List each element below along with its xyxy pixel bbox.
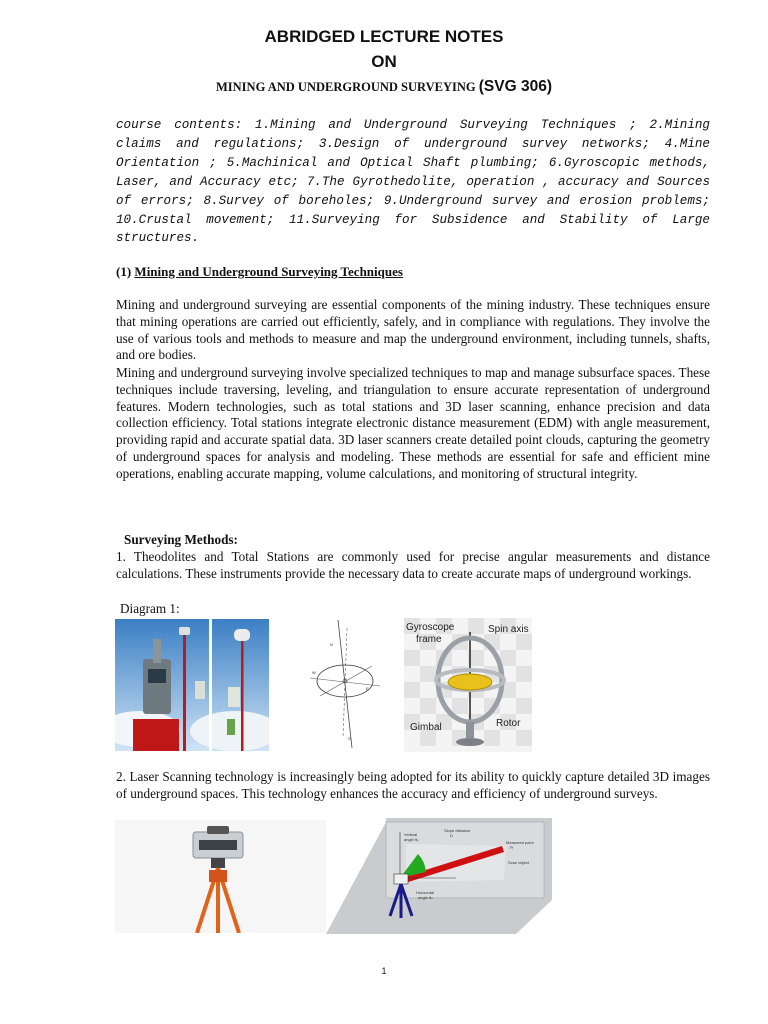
- gyro-label-frame-2: frame: [416, 634, 442, 645]
- section-heading: [116, 264, 403, 280]
- laser-label-slope-2: D: [450, 833, 453, 838]
- gyro-label-spin-axis: Spin axis: [488, 624, 529, 635]
- course-heading: [0, 78, 768, 96]
- method-item-2: 2. Laser Scanning technology is increasingly being adopted for its ability to quickly capture detailed 3D images of underground spaces. This technology enhances the accuracy and efficiency of underground surveys.: [116, 769, 710, 801]
- svg-text:S: S: [348, 736, 351, 741]
- laser-label-vertical: Vertical: [404, 832, 418, 837]
- paragraph-techniques: Mining and underground surveying involve specialized techniques to map and manage subsurface spaces. These techniques include traversing, leveling, and triangulation to ensure accurate representation of underground features. Modern technologies, such as total stations and 3D laser scanning, enhance precision and data collection efficiency. Total stations integrate electronic distance measurement (EDM) with angle measurement, providing rapid and accurate spatial data. 3D laser scanners create detailed point clouds, capturing the geometry of underground spaces for analysis and modeling. These methods are essential for safe and efficient mine operations, enabling accurate mapping, volume calculations, and monitoring of structural integrity.: [116, 365, 710, 481]
- course-code: (SVG 306): [478, 78, 552, 95]
- page-number: 1: [381, 966, 387, 976]
- laser-label-vertical-2: angle θᵥ: [404, 837, 419, 842]
- laser-scanner-photo: [115, 820, 326, 933]
- paragraph-intro: Mining and underground surveying are essential components of the mining industry. These techniques ensure that mining operations are carried out efficiently, safely, and in compliance with regulations. They involve the use of various tools and methods to measure and map the underground environment, including tunnels, shafts, and ore bodies.: [116, 297, 710, 363]
- gyro-label-gimbal: Gimbal: [410, 722, 442, 733]
- laser-label-horizontal-2: angle θₕ: [418, 895, 433, 900]
- laser-label-measured-2: Pᵢ: [510, 845, 514, 850]
- svg-text:N: N: [330, 642, 333, 647]
- laser-label-slope: Slope distance: [444, 828, 471, 833]
- section-number: (1): [116, 264, 132, 279]
- section-title: Mining and Underground Surveying Techniques: [134, 264, 403, 279]
- svg-text:E: E: [366, 686, 369, 691]
- diagram-label: Diagram 1:: [120, 601, 180, 616]
- laser-label-measured: Measured point: [506, 840, 534, 845]
- svg-text:W: W: [312, 670, 316, 675]
- gyroscope-diagram: [404, 618, 532, 752]
- surveying-methods-heading: Surveying Methods:: [124, 532, 238, 547]
- course-contents: course contents: 1.Mining and Underground Surveying Techniques ; 2.Mining claims and regulations; 3.Design of underground survey networks; 4.Mine Orientation ; 5.Machinical and Optical Shaft plumbing; 6.Gyroscopic methods, Laser, and Accuracy etc; 7.The Gyrothedolite, operation , accuracy and Sources of errors; 8.Survey of boreholes; 9.Underground survey and erosion problems; 10.Crustal movement; 11.Surveying for Subsidence and Stability of Large structures.: [116, 118, 710, 246]
- orientation-diagram: [300, 618, 382, 752]
- gyro-label-rotor: Rotor: [496, 718, 521, 729]
- gyro-label-frame: Gyroscope: [406, 622, 455, 633]
- laser-label-scan-object: Scan object: [508, 860, 529, 865]
- document-title: ABRIDGED LECTURE NOTES: [264, 27, 504, 46]
- total-station-photo: [115, 619, 269, 751]
- laser-label-horizontal: Horizontal: [416, 890, 435, 895]
- method-item-1: 1. Theodolites and Total Stations are commonly used for precise angular measurements and distance calculations. These instruments provide the necessary data to create accurate maps of underground workings.: [116, 549, 710, 581]
- laser-measurement-diagram: [326, 818, 552, 934]
- course-title: MINING AND UNDERGROUND SURVEYING: [215, 80, 476, 94]
- document-title-on: ON: [371, 52, 397, 71]
